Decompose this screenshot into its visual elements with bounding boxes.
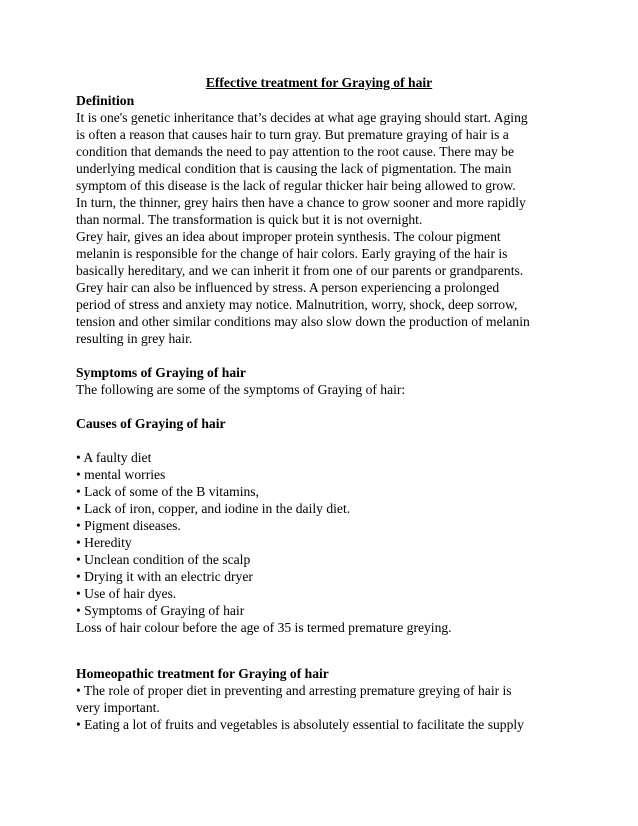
definition-line: symptom of this disease is the lack of regular thicker hair being allowed to grow. xyxy=(76,178,516,193)
list-item: • mental worries xyxy=(76,467,166,482)
list-item: • Drying it with an electric dryer xyxy=(76,569,253,584)
list-item: • Pigment diseases. xyxy=(76,518,181,533)
definition-line: tension and other similar conditions may also slow down the production of melanin xyxy=(76,314,530,329)
spacer xyxy=(76,347,562,364)
list-item: • Use of hair dyes. xyxy=(76,586,177,601)
definition-line: condition that demands the need to pay attention to the root cause. There may be xyxy=(76,144,515,159)
document-title: Effective treatment for Graying of hair xyxy=(205,75,433,90)
spacer xyxy=(76,398,562,415)
causes-list xyxy=(76,449,562,619)
list-item: • A faulty diet xyxy=(76,450,152,465)
homeopathic-heading: Homeopathic treatment for Graying of hair xyxy=(76,666,329,681)
symptoms-heading: Symptoms of Graying of hair xyxy=(76,365,246,380)
list-item: • Lack of iron, copper, and iodine in the daily diet. xyxy=(76,501,351,516)
spacer xyxy=(76,636,562,665)
causes-note: Loss of hair colour before the age of 35 is termed premature greying. xyxy=(76,620,452,635)
causes-heading: Causes of Graying of hair xyxy=(76,416,226,431)
list-item: • Symptoms of Graying of hair xyxy=(76,603,245,618)
homeopathic-paragraph xyxy=(76,682,562,733)
homeopathic-line: very important. xyxy=(76,700,160,715)
list-item: • Lack of some of the B vitamins, xyxy=(76,484,259,499)
spacer xyxy=(76,432,562,449)
list-item: • Heredity xyxy=(76,535,132,550)
document-page xyxy=(76,74,562,733)
definition-paragraph xyxy=(76,109,562,347)
definition-line: Grey hair can also be influenced by stress. A person experiencing a prolonged xyxy=(76,280,500,295)
definition-line: melanin is responsible for the change of hair colors. Early graying of the hair is xyxy=(76,246,508,261)
definition-line: resulting in grey hair. xyxy=(76,331,193,346)
definition-line: Grey hair, gives an idea about improper protein synthesis. The colour pigment xyxy=(76,229,501,244)
homeopathic-line: • Eating a lot of fruits and vegetables is absolutely essential to facilitate the supply xyxy=(76,717,524,732)
homeopathic-line: • The role of proper diet in preventing and arresting premature greying of hair is xyxy=(76,683,512,698)
symptoms-text: The following are some of the symptoms of Graying of hair: xyxy=(76,382,406,397)
list-item: • Unclean condition of the scalp xyxy=(76,552,251,567)
definition-line: period of stress and anxiety may notice. Malnutrition, worry, shock, deep sorrow, xyxy=(76,297,518,312)
definition-line: It is one's genetic inheritance that’s decides at what age graying should start. Aging xyxy=(76,110,528,125)
definition-heading: Definition xyxy=(76,93,135,108)
definition-line: In turn, the thinner, grey hairs then have a chance to grow sooner and more rapidly xyxy=(76,195,526,210)
definition-line: basically hereditary, and we can inherit it from one of our parents or grandparents. xyxy=(76,263,524,278)
definition-line: is often a reason that causes hair to turn gray. But premature graying of hair is a xyxy=(76,127,509,142)
definition-line: than normal. The transformation is quick but it is not overnight. xyxy=(76,212,423,227)
definition-line: underlying medical condition that is causing the lack of pigmentation. The main xyxy=(76,161,512,176)
